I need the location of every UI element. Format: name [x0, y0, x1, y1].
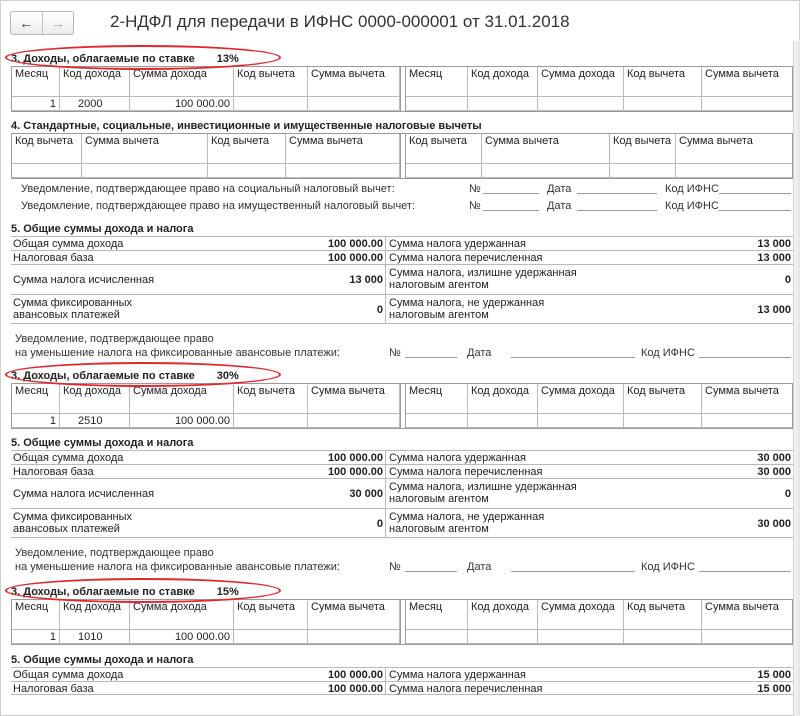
income-section-header-15	[11, 586, 239, 598]
income-section-title: 3. Доходы, облагаемые по ставке	[11, 586, 195, 598]
tax-transferred-label: Сумма налога перечисленная	[389, 252, 543, 264]
notice-ifns-field[interactable]	[699, 357, 791, 358]
total-income-label: Общая сумма дохода	[13, 238, 124, 250]
col-deduction-code: Код вычета	[624, 67, 702, 97]
deduction-amount-cell[interactable]	[702, 630, 792, 644]
notice-date-field[interactable]	[577, 210, 657, 211]
notice-number-label: №	[389, 347, 401, 359]
notice-ifns-label: Код ИФНС	[665, 200, 719, 212]
forward-arrow-icon[interactable]: →	[42, 12, 74, 34]
totals-row	[11, 464, 793, 478]
notice-date-label: Дата	[547, 200, 572, 212]
tax-base-label: Налоговая база	[13, 252, 94, 264]
tax-withheld-value[interactable]: 30 000	[757, 452, 791, 464]
property-deduction-notice-label: Уведомление, подтверждающее право на имущественный налоговый вычет:	[21, 200, 416, 212]
tax-rate: 13%	[216, 53, 239, 65]
totals-row	[11, 250, 793, 264]
col-month: Месяц	[12, 600, 60, 630]
deduction-amount-cell[interactable]	[308, 414, 400, 428]
totals-row	[11, 236, 793, 250]
tax-transferred-label: Сумма налога перечисленная	[389, 683, 543, 695]
tax-not-withheld-value[interactable]: 30 000	[757, 518, 791, 530]
navigation-buttons	[10, 11, 74, 35]
notice-date-label: Дата	[467, 561, 492, 573]
month-cell[interactable]: 1	[12, 97, 60, 111]
col-deduction-code: Код вычета	[624, 384, 702, 414]
col-income-amount: Сумма дохода	[538, 67, 624, 97]
notice-number-label: №	[469, 183, 481, 195]
back-arrow-icon[interactable]: ←	[19, 15, 34, 31]
window-edge-shadow	[793, 41, 800, 716]
notice-number-field[interactable]	[483, 193, 539, 194]
col-income-code: Код дохода	[468, 600, 538, 630]
col-month: Месяц	[12, 384, 60, 414]
income-section-title: 3. Доходы, облагаемые по ставке	[11, 370, 195, 382]
col-deduction-amount: Сумма вычета	[702, 67, 792, 97]
deduction-amount-cell[interactable]	[702, 414, 792, 428]
col-deduction-code: Код вычета	[12, 134, 82, 164]
notice-ifns-label: Код ИФНС	[641, 561, 695, 573]
income-code-cell[interactable]: 2510	[60, 414, 130, 428]
notice-ifns-field[interactable]	[699, 571, 791, 572]
fixed-advance-value[interactable]: 0	[376, 304, 383, 316]
income-amount-cell[interactable]	[538, 97, 624, 111]
deduction-code-cell[interactable]	[208, 164, 286, 178]
tax-transferred-value[interactable]: 15 000	[757, 683, 791, 695]
tax-base-value[interactable]: 100 000.00	[327, 466, 383, 478]
total-income-value[interactable]: 100 000.00	[327, 238, 383, 250]
tax-base-value[interactable]: 100 000.00	[327, 252, 383, 264]
tax-transferred-value[interactable]: 30 000	[757, 466, 791, 478]
col-deduction-code: Код вычета	[624, 600, 702, 630]
income-code-cell[interactable]	[468, 97, 538, 111]
totals-table-13	[11, 236, 793, 328]
notice-date-label: Дата	[467, 347, 492, 359]
tax-excess-label: Сумма налога, излишне удержанная налоговым агентом	[389, 481, 577, 505]
deduction-amount-cell[interactable]	[702, 97, 792, 111]
month-cell[interactable]: 1	[12, 630, 60, 644]
income-amount-cell[interactable]	[538, 630, 624, 644]
notice-ifns-field[interactable]	[719, 210, 791, 211]
total-income-value[interactable]: 100 000.00	[327, 669, 383, 681]
notice-ifns-label: Код ИФНС	[641, 347, 695, 359]
tax-calculated-label: Сумма налога исчисленная	[13, 488, 155, 500]
income-code-cell[interactable]	[468, 414, 538, 428]
col-deduction-code: Код вычета	[406, 134, 482, 164]
totals-section-header: 5. Общие суммы дохода и налога	[11, 437, 194, 449]
document-title: 2-НДФЛ для передачи в ИФНС 0000-000001 от 31.01.2018	[110, 12, 570, 31]
totals-section-header: 5. Общие суммы дохода и налога	[11, 654, 194, 666]
col-deduction-amount: Сумма вычета	[308, 384, 400, 414]
notice-number-field[interactable]	[483, 210, 539, 211]
deduction-code-cell[interactable]	[234, 97, 308, 111]
tax-transferred-label: Сумма налога перечисленная	[389, 466, 543, 478]
tax-not-withheld-label: Сумма налога, не удержанная налоговым агентом	[389, 297, 545, 321]
notice-number-field[interactable]	[405, 357, 457, 358]
tax-base-label: Налоговая база	[13, 466, 94, 478]
tax-withheld-label: Сумма налога удержанная	[389, 452, 526, 464]
tax-rate: 15%	[216, 586, 239, 598]
notice-date-label: Дата	[547, 183, 572, 195]
totals-row	[11, 294, 793, 324]
col-deduction-code: Код вычета	[234, 384, 308, 414]
col-deduction-amount: Сумма вычета	[702, 384, 792, 414]
deduction-code-cell[interactable]	[12, 164, 82, 178]
notice-ifns-field[interactable]	[719, 193, 791, 194]
tax-not-withheld-value[interactable]: 13 000	[757, 304, 791, 316]
notice-number-label: №	[389, 561, 401, 573]
col-deduction-code: Код вычета	[208, 134, 286, 164]
month-cell[interactable]	[406, 414, 468, 428]
tax-not-withheld-label: Сумма налога, не удержанная налоговым агентом	[389, 511, 545, 535]
col-income-amount: Сумма дохода	[130, 600, 234, 630]
column-divider	[385, 479, 386, 508]
col-income-amount: Сумма дохода	[538, 384, 624, 414]
column-divider	[385, 509, 386, 537]
col-deduction-amount: Сумма вычета	[308, 600, 400, 630]
income-code-cell[interactable]: 2000	[60, 97, 130, 111]
totals-row	[11, 264, 793, 294]
column-divider	[385, 451, 386, 464]
col-income-code: Код дохода	[60, 384, 130, 414]
col-income-amount: Сумма дохода	[130, 384, 234, 414]
col-month: Месяц	[12, 67, 60, 97]
tax-excess-value[interactable]: 0	[784, 488, 791, 500]
total-income-label: Общая сумма дохода	[13, 669, 124, 681]
notice-ifns-label: Код ИФНС	[665, 183, 719, 195]
tax-withheld-label: Сумма налога удержанная	[389, 669, 526, 681]
income-table-30	[11, 383, 793, 429]
fixed-advance-label: Сумма фиксированных авансовых платежей	[13, 511, 133, 535]
tax-withheld-value[interactable]: 13 000	[757, 238, 791, 250]
fixed-advance-label: Сумма фиксированных авансовых платежей	[13, 297, 133, 321]
deduction-amount-cell[interactable]	[308, 97, 400, 111]
tax-calculated-value[interactable]: 30 000	[349, 488, 383, 500]
col-month: Месяц	[406, 67, 468, 97]
column-divider	[385, 465, 386, 478]
notice-date-field[interactable]	[577, 193, 657, 194]
col-deduction-amount: Сумма вычета	[286, 134, 400, 164]
column-divider	[385, 265, 386, 294]
income-section-header-13	[11, 53, 239, 65]
deduction-code-cell[interactable]	[624, 414, 702, 428]
column-divider	[385, 295, 386, 323]
tax-excess-label: Сумма налога, излишне удержанная налоговым агентом	[389, 267, 577, 291]
tax-base-label: Налоговая база	[13, 683, 94, 695]
income-amount-cell[interactable]: 100 000.00	[130, 630, 234, 644]
col-income-code: Код дохода	[60, 600, 130, 630]
totals-row	[11, 478, 793, 508]
column-divider	[385, 251, 386, 264]
col-deduction-amount: Сумма вычета	[308, 67, 400, 97]
col-month: Месяц	[406, 384, 468, 414]
deduction-code-cell[interactable]	[624, 630, 702, 644]
col-income-code: Код дохода	[468, 384, 538, 414]
month-cell[interactable]	[406, 630, 468, 644]
deduction-code-cell[interactable]	[234, 414, 308, 428]
deduction-amount-cell[interactable]	[482, 164, 610, 178]
advance-notice-label-2: на уменьшение налога на фиксированные авансовые платежи:	[15, 561, 340, 573]
deductions-table	[11, 133, 793, 179]
col-income-code: Код дохода	[60, 67, 130, 97]
income-code-cell[interactable]	[468, 630, 538, 644]
income-code-cell[interactable]: 1010	[60, 630, 130, 644]
deduction-amount-cell[interactable]	[286, 164, 400, 178]
col-income-amount: Сумма дохода	[130, 67, 234, 97]
totals-table-15	[11, 667, 793, 707]
notice-date-field[interactable]	[511, 357, 635, 358]
col-deduction-amount: Сумма вычета	[482, 134, 610, 164]
col-deduction-amount: Сумма вычета	[82, 134, 208, 164]
month-cell[interactable]: 1	[12, 414, 60, 428]
income-amount-cell[interactable]: 100 000.00	[130, 97, 234, 111]
income-section-title: 3. Доходы, облагаемые по ставке	[11, 53, 195, 65]
social-deduction-notice-label: Уведомление, подтверждающее право на социальный налоговый вычет:	[21, 183, 395, 195]
deduction-amount-cell[interactable]	[676, 164, 792, 178]
tax-withheld-value[interactable]: 15 000	[757, 669, 791, 681]
tax-base-value[interactable]: 100 000.00	[327, 683, 383, 695]
tax-transferred-value[interactable]: 13 000	[757, 252, 791, 264]
income-section-header-30	[11, 370, 239, 382]
tax-calculated-label: Сумма налога исчисленная	[13, 274, 155, 286]
advance-notice-label-2: на уменьшение налога на фиксированные авансовые платежи:	[15, 347, 340, 359]
col-income-code: Код дохода	[468, 67, 538, 97]
fixed-advance-value[interactable]: 0	[376, 518, 383, 530]
totals-row	[11, 667, 793, 681]
deduction-code-cell[interactable]	[610, 164, 676, 178]
tax-rate: 30%	[216, 370, 239, 382]
deduction-code-cell[interactable]	[624, 97, 702, 111]
deduction-code-cell[interactable]	[234, 630, 308, 644]
income-table-15	[11, 599, 793, 645]
notice-number-label: №	[469, 200, 481, 212]
tax-calculated-value[interactable]: 13 000	[349, 274, 383, 286]
totals-table-30	[11, 450, 793, 542]
advance-notice-label: Уведомление, подтверждающее право	[15, 547, 214, 559]
col-deduction-code: Код вычета	[234, 600, 308, 630]
totals-row	[11, 508, 793, 538]
deduction-code-cell[interactable]	[406, 164, 482, 178]
col-deduction-code: Код вычета	[610, 134, 676, 164]
notice-date-field[interactable]	[511, 571, 635, 572]
deduction-amount-cell[interactable]	[82, 164, 208, 178]
column-divider	[385, 682, 386, 694]
total-income-value[interactable]: 100 000.00	[327, 452, 383, 464]
col-deduction-amount: Сумма вычета	[676, 134, 792, 164]
income-table-13	[11, 66, 793, 112]
col-deduction-code: Код вычета	[234, 67, 308, 97]
column-divider	[385, 668, 386, 681]
income-amount-cell[interactable]	[538, 414, 624, 428]
tax-withheld-label: Сумма налога удержанная	[389, 238, 526, 250]
advance-notice-label: Уведомление, подтверждающее право	[15, 333, 214, 345]
column-divider	[385, 237, 386, 250]
col-income-amount: Сумма дохода	[538, 600, 624, 630]
totals-row	[11, 681, 793, 695]
col-deduction-amount: Сумма вычета	[702, 600, 792, 630]
month-cell[interactable]	[406, 97, 468, 111]
income-amount-cell[interactable]: 100 000.00	[130, 414, 234, 428]
deduction-amount-cell[interactable]	[308, 630, 400, 644]
notice-number-field[interactable]	[405, 571, 457, 572]
total-income-label: Общая сумма дохода	[13, 452, 124, 464]
deductions-section-header: 4. Стандартные, социальные, инвестиционные и имущественные налоговые вычеты	[11, 120, 482, 132]
totals-row	[11, 450, 793, 464]
tax-excess-value[interactable]: 0	[784, 274, 791, 286]
totals-section-header: 5. Общие суммы дохода и налога	[11, 223, 194, 235]
col-month: Месяц	[406, 600, 468, 630]
